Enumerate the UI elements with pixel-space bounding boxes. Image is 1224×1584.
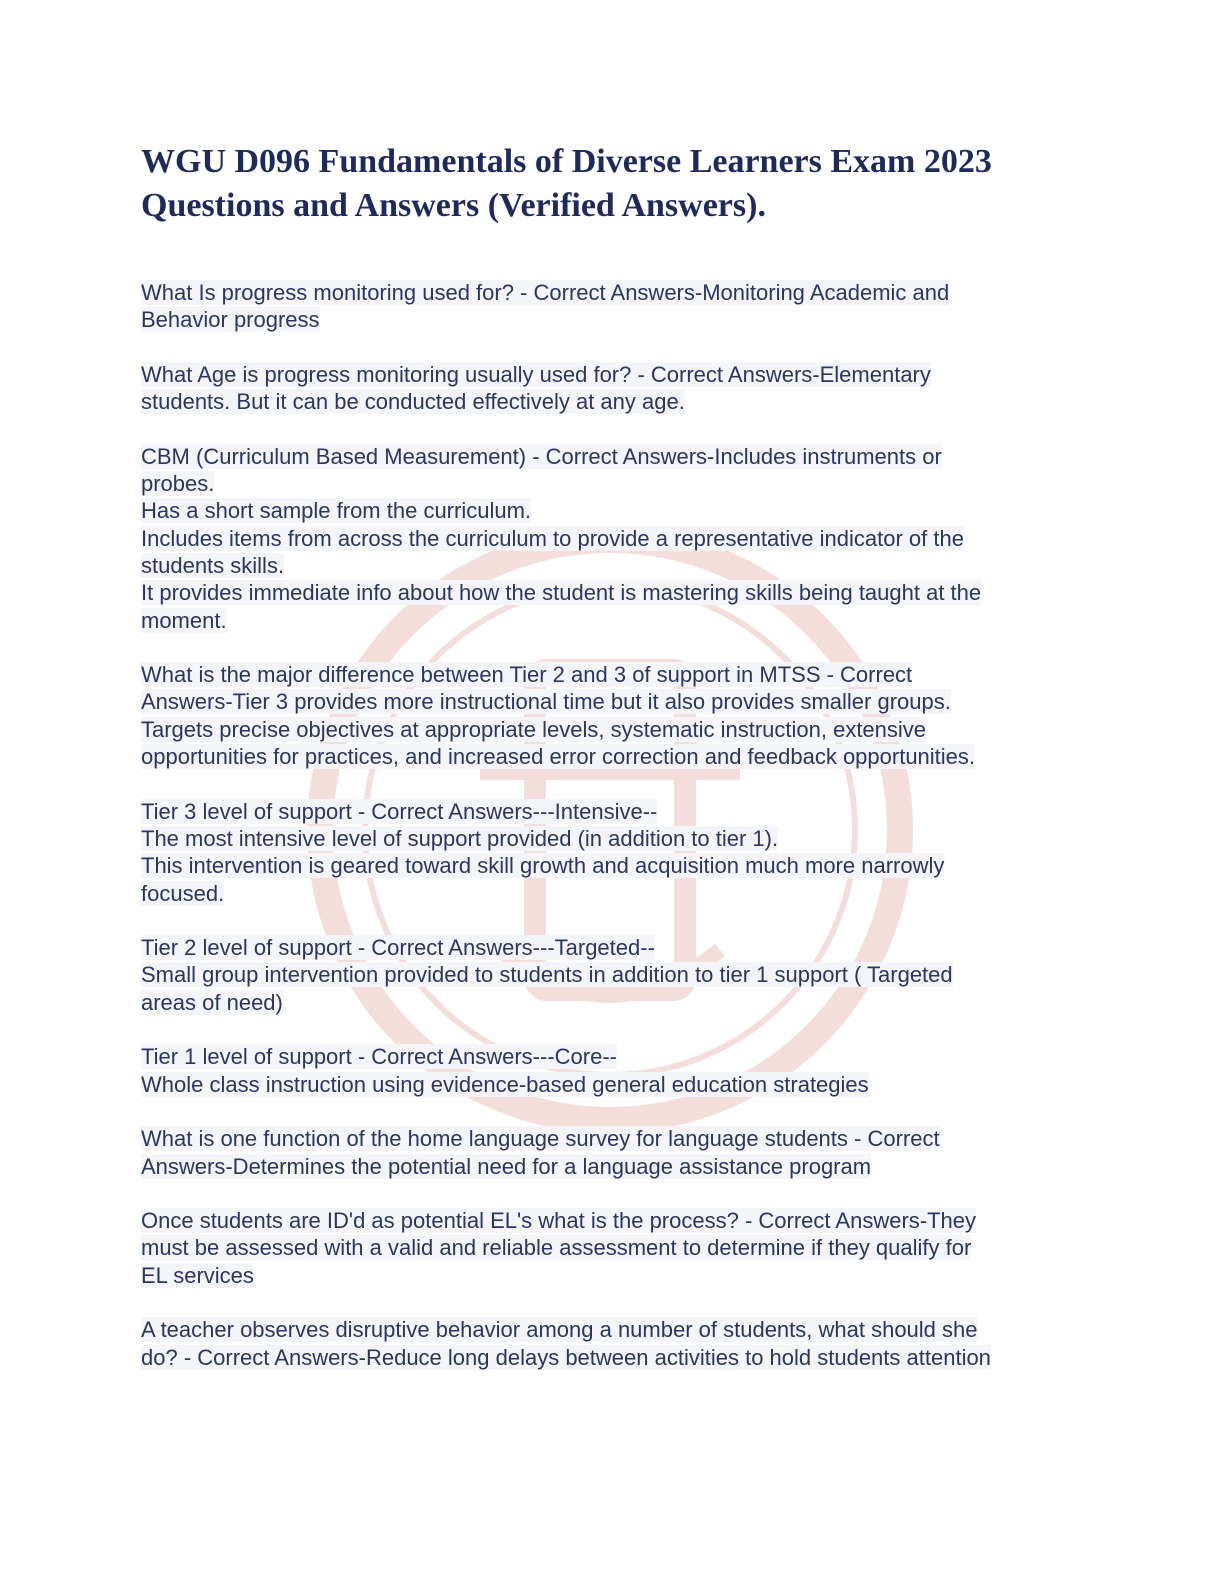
qa-text-line <box>141 743 1081 770</box>
qa-text: Whole class instruction using evidence-based general education strategies <box>141 1071 869 1097</box>
qa-text: What is one function of the home language survey for language students - Correct <box>141 1126 940 1152</box>
qa-text: What Is progress monitoring used for? - Correct Answers-Monitoring Academic and <box>141 280 950 305</box>
qa-text-line <box>141 989 1081 1016</box>
qa-text: students skills. <box>141 552 285 578</box>
qa-text-line <box>141 443 1081 470</box>
qa-text-line <box>141 852 1081 879</box>
qa-text: Behavior progress <box>141 307 320 333</box>
qa-text: A teacher observes disruptive behavior among a number of students, what should she <box>141 1317 978 1343</box>
qa-text: Tier 1 level of support - Correct Answers---Core-- <box>141 1044 617 1070</box>
qa-text: What Age is progress monitoring usually used for? - Correct Answers-Elementary <box>141 361 931 387</box>
qa-text-line <box>141 552 1081 579</box>
qa-item <box>141 1043 1081 1098</box>
qa-text: students. But it can be conducted effectively at any age. <box>141 389 685 415</box>
qa-text-line <box>141 1344 1081 1371</box>
qa-text-line <box>141 388 1081 415</box>
qa-text: Tier 3 level of support - Correct Answers---Intensive-- <box>141 798 658 824</box>
qa-item <box>141 279 1081 334</box>
qa-text-line <box>141 279 1081 306</box>
qa-text-line <box>141 688 1081 715</box>
qa-text: areas of need) <box>141 989 283 1015</box>
qa-item <box>141 443 1081 634</box>
qa-text-line <box>141 880 1081 907</box>
qa-text: Answers-Tier 3 provides more instructional time but it also provides smaller groups. <box>141 689 951 715</box>
qa-text-line <box>141 961 1081 988</box>
qa-item <box>141 1316 1081 1371</box>
qa-text: Once students are ID'd as potential EL's what is the process? - Correct Answers-They <box>141 1208 977 1234</box>
qa-text: The most intensive level of support provided (in addition to tier 1). <box>141 825 779 851</box>
qa-text-line <box>141 934 1081 961</box>
qa-text: moment. <box>141 607 227 633</box>
qa-text-line <box>141 825 1081 852</box>
qa-text-line <box>141 1316 1081 1343</box>
qa-text-line <box>141 1071 1081 1098</box>
qa-text-line <box>141 798 1081 825</box>
qa-text: Has a short sample from the curriculum. <box>141 498 532 524</box>
qa-text: do? - Correct Answers-Reduce long delays between activities to hold students attention <box>141 1344 991 1370</box>
qa-text-line <box>141 497 1081 524</box>
qa-text: CBM (Curriculum Based Measurement) - Correct Answers-Includes instruments or <box>141 443 942 469</box>
qa-text: Answers-Determines the potential need for a language assistance program <box>141 1153 872 1179</box>
qa-text: Tier 2 level of support - Correct Answers---Targeted-- <box>141 935 655 961</box>
qa-text: This intervention is geared toward skill growth and acquisition much more narrowly <box>141 853 945 879</box>
qa-item <box>141 934 1081 1016</box>
qa-text-line <box>141 1262 1081 1289</box>
title-line: WGU D096 Fundamentals of Diverse Learners Exam 2023 <box>141 143 992 180</box>
qa-text-line <box>141 470 1081 497</box>
qa-text: EL services <box>141 1262 254 1288</box>
qa-item <box>141 1125 1081 1180</box>
qa-text-line <box>141 716 1081 743</box>
qa-item <box>141 361 1081 416</box>
qa-text-line <box>141 1153 1081 1180</box>
qa-text-line <box>141 525 1081 552</box>
qa-text: What is the major difference between Tier 2 and 3 of support in MTSS - Correct <box>141 662 913 688</box>
qa-text: opportunities for practices, and increased error correction and feedback opportunities. <box>141 744 976 770</box>
title-line: Questions and Answers (Verified Answers). <box>141 187 766 224</box>
qa-item <box>141 798 1081 907</box>
qa-text: probes. <box>141 471 215 497</box>
qa-text-line <box>141 579 1081 606</box>
qa-text: focused. <box>141 880 225 906</box>
qa-text: It provides immediate info about how the student is mastering skills being taught at the <box>141 580 982 606</box>
qa-text-line <box>141 361 1081 388</box>
qa-text: Small group intervention provided to students in addition to tier 1 support ( Targeted <box>141 962 953 988</box>
qa-text-line <box>141 1234 1081 1261</box>
qa-list <box>141 279 1081 1398</box>
document-title <box>141 140 1091 228</box>
qa-text-line <box>141 1207 1081 1234</box>
qa-text-line <box>141 306 1081 333</box>
qa-text-line <box>141 607 1081 634</box>
qa-text: Targets precise objectives at appropriate levels, systematic instruction, extensive <box>141 716 927 742</box>
qa-text-line <box>141 661 1081 688</box>
qa-text-line <box>141 1125 1081 1152</box>
qa-text-line <box>141 1043 1081 1070</box>
qa-item <box>141 661 1081 770</box>
qa-text: must be assessed with a valid and reliable assessment to determine if they qualify for <box>141 1235 972 1261</box>
qa-item <box>141 1207 1081 1289</box>
qa-text: Includes items from across the curriculum to provide a representative indicator of the <box>141 525 964 551</box>
